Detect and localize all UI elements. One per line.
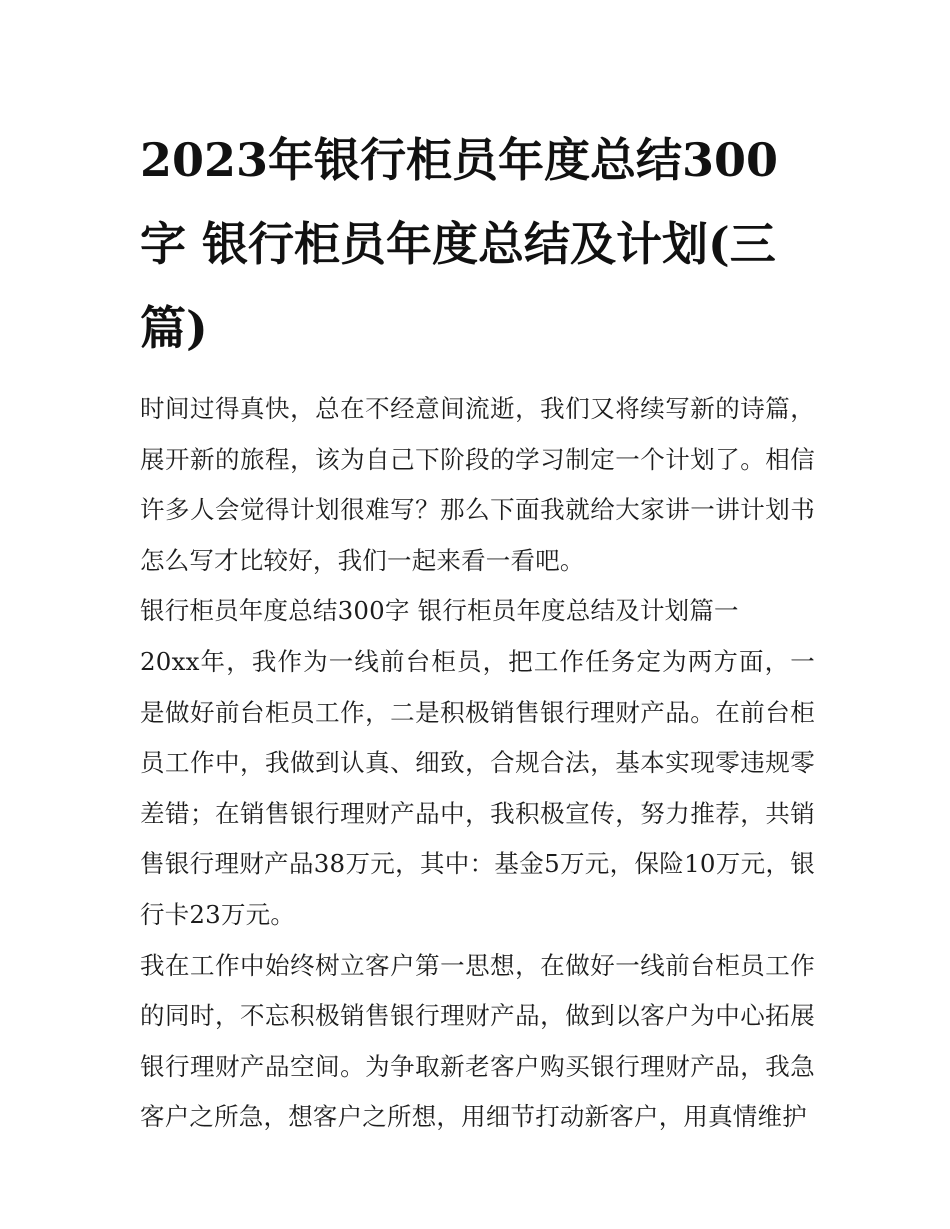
body-paragraph: 我在工作中始终树立客户第一思想，在做好一线前台柜员工作的同时，不忘积极销售银行理财产品，做到以客户为中心拓展银行理财产品空间。为争取新老客户购买银行理财产品，我急客户之所急，想客户之所想，用细节打动新客户，用真情维护 bbox=[140, 950, 815, 1132]
body-paragraph: 20xx年，我作为一线前台柜员，把工作任务定为两方面，一是做好前台柜员工作，二是积极销售银行理财产品。在前台柜员工作中，我做到认真、细致，合规合法，基本实现零违规零差错；在销售银行理财产品中，我积极宣传，努力推荐，共销售银行理财产品38万元，其中：基金5万元，保险10万元，银行卡23万元。 bbox=[140, 646, 815, 929]
document-title: 2023年银行柜员年度总结300字 银行柜员年度总结及计划(三篇) bbox=[140, 133, 779, 355]
document-page bbox=[140, 118, 815, 1143]
section-heading: 银行柜员年度总结300字 银行柜员年度总结及计划篇一 bbox=[140, 596, 739, 626]
intro-paragraph: 时间过得真快，总在不经意间流逝，我们又将续写新的诗篇，展开新的旅程，该为自己下阶段的学习制定一个计划了。相信许多人会觉得计划很难写？那么下面我就给大家讲一讲计划书怎么写才比较好，我们一起来看一看吧。 bbox=[140, 394, 815, 575]
